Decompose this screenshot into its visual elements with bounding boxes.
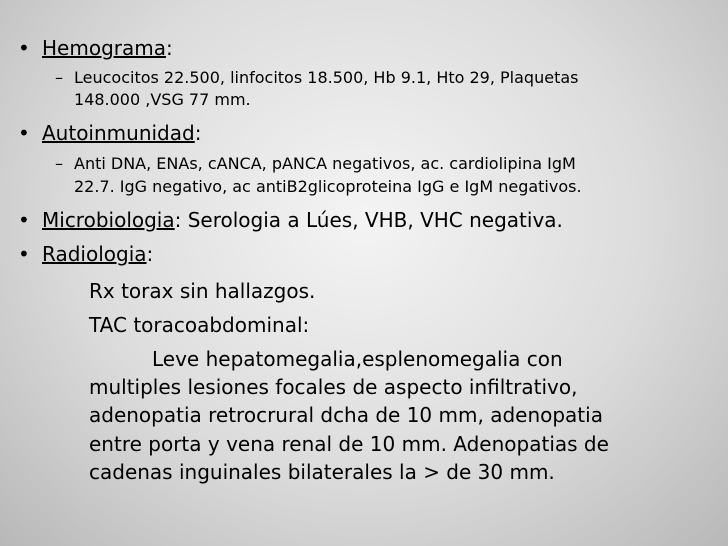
heading-microbiologia [42, 208, 563, 232]
heading-radiologia [42, 242, 153, 266]
hemograma-line-2: 148.000 ,VSG 77 mm. [74, 90, 251, 109]
heading-autoinmunidad-label: Autoinmunidad [42, 121, 195, 145]
radiologia-line-2: TAC toracoabdominal: [89, 313, 310, 337]
autoinmunidad-line-1: Anti DNA, ENAs, cANCA, pANCA negativos, ac. cardiolipina IgM [74, 154, 576, 173]
heading-autoinmunidad-suffix: : [194, 121, 202, 145]
radiologia-line-4: multiples lesiones focales de aspecto infiltrativo, [89, 375, 578, 399]
radiologia-line-3: Leve hepatomegalia,esplenomegalia con [152, 347, 563, 371]
bullet-icon: • [18, 121, 30, 145]
radiologia-line-1: Rx torax sin hallazgos. [89, 279, 316, 303]
bullet-icon: • [18, 242, 30, 266]
heading-hemograma-label: Hemograma [42, 36, 166, 60]
autoinmunidad-line-2: 22.7. IgG negativo, ac antiB2glicoproteina IgG e IgM negativos. [74, 177, 582, 196]
bullet-icon: • [18, 36, 30, 60]
heading-autoinmunidad [42, 121, 201, 145]
dash-icon: – [55, 154, 63, 173]
dash-icon: – [55, 68, 63, 87]
hemograma-line-1: Leucocitos 22.500, linfocitos 18.500, Hb 9.1, Hto 29, Plaquetas [74, 68, 579, 87]
heading-hemograma-suffix: : [165, 36, 173, 60]
bullet-icon: • [18, 208, 30, 232]
heading-radiologia-label: Radiologia [42, 242, 147, 266]
heading-hemograma [42, 36, 173, 60]
heading-microbiologia-label: Microbiologia [42, 208, 175, 232]
radiologia-line-7: cadenas inguinales bilaterales la > de 30 mm. [89, 460, 555, 484]
heading-microbiologia-suffix: : Serologia a Lúes, VHB, VHC negativa. [174, 208, 563, 232]
heading-radiologia-suffix: : [146, 242, 154, 266]
radiologia-line-6: entre porta y vena renal de 10 mm. Adenopatias de [89, 432, 609, 456]
radiologia-line-5: adenopatia retrocrural dcha de 10 mm, adenopatia [89, 403, 603, 427]
